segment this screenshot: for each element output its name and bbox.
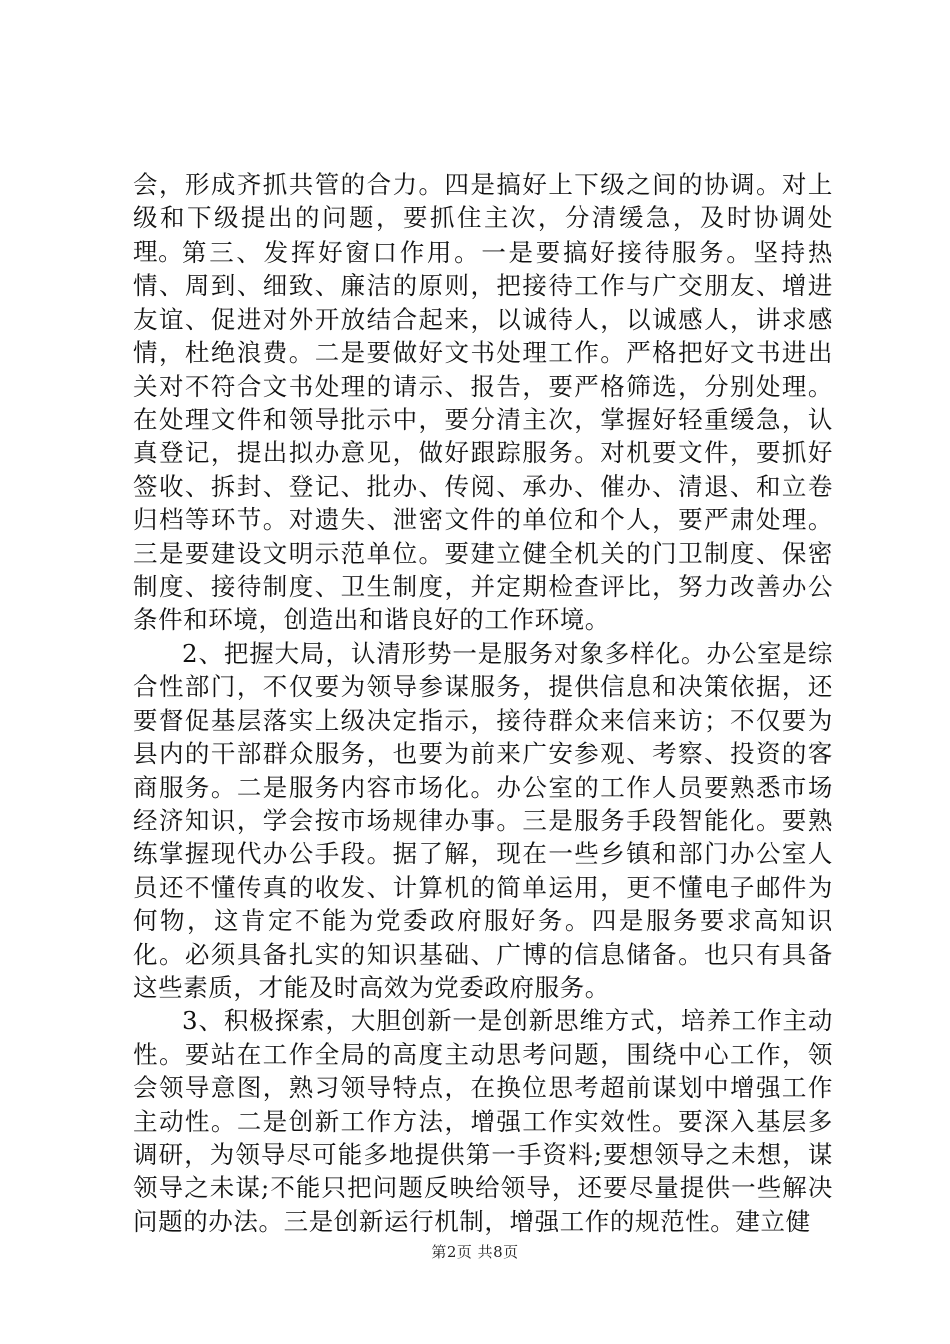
body-text-main — [133, 236, 833, 1238]
page-number-footer: 第2页 共8页 — [431, 1243, 519, 1261]
paragraph-window-role: 第三、发挥好窗口作用。一是要搞好接待服务。坚持热情、周到、细致、廉洁的原则，把接待工作与广交朋友、增进友谊、促进对外开放结合起来，以诚待人，以诚感人，讲求感情，杜绝浪费。二是要做好文书处理工作。严格把好文书进出关对不符合文书处理的请示、报告，要严格筛选，分别处理。在处理文件和领导批示中，要分清主次，掌握好轻重缓急，认真登记，提出拟办意见，做好跟踪服务。对机要文件，要抓好签收、拆封、登记、批办、传阅、承办、催办、清退、和立卷归档等环节。对遗失、泄密文件的单位和个人，要严肃处理。三是要建设文明示范单位。要建立健全机关的门卫制度、保密制度、接待制度、卫生制度，并定期检查评比，努力改善办公条件和环境，创造出和谐良好的工作环境。 — [133, 238, 833, 635]
paragraph-innovation: 3、积极探索，大胆创新一是创新思维方式，培养工作主动性。要站在工作全局的高度主动思考问题，围绕中心工作，领会领导意图，熟习领导特点，在换位思考超前谋划中增强工作主动性。二是创新工作方法，增强工作实效性。要深入基层多调研，为领导尽可能多地提供第一手资料;要想领导之未想，谋领导之未谋;不能只把问题反映给领导，还要尽量提供一些解决问题的办法。三是创新运行机制，增强工作的规范性。建立健 — [133, 1006, 833, 1236]
paragraph-grasp-overall: 2、把握大局，认清形势一是服务对象多样化。办公室是综合性部门，不仅要为领导参谋服务，提供信息和决策依据，还要督促基层落实上级决定指示，接待群众来信来访；不仅要为县内的干部群众服务，也要为前来广安参观、考察、投资的客商服务。二是服务内容市场化。办公室的工作人员要熟悉市场经济知识，学会按市场规律办事。三是服务手段智能化。要熟练掌握现代办公手段。据了解，现在一些乡镇和部门办公室人员还不懂传真的收发、计算机的简单运用，更不懂电子邮件为何物，这肯定不能为党委政府服好务。四是服务要求高知识化。必须具备扎实的知识基础、广博的信息储备。也只有具备这些素质，才能及时高效为党委政府服务。 — [133, 638, 833, 1002]
continuation-paragraph: 会，形成齐抓共管的合力。四是搞好上下级之间的协调。对上级和下级提出的问题，要抓住主次，分清缓急，及时协调处理。 — [133, 170, 833, 266]
